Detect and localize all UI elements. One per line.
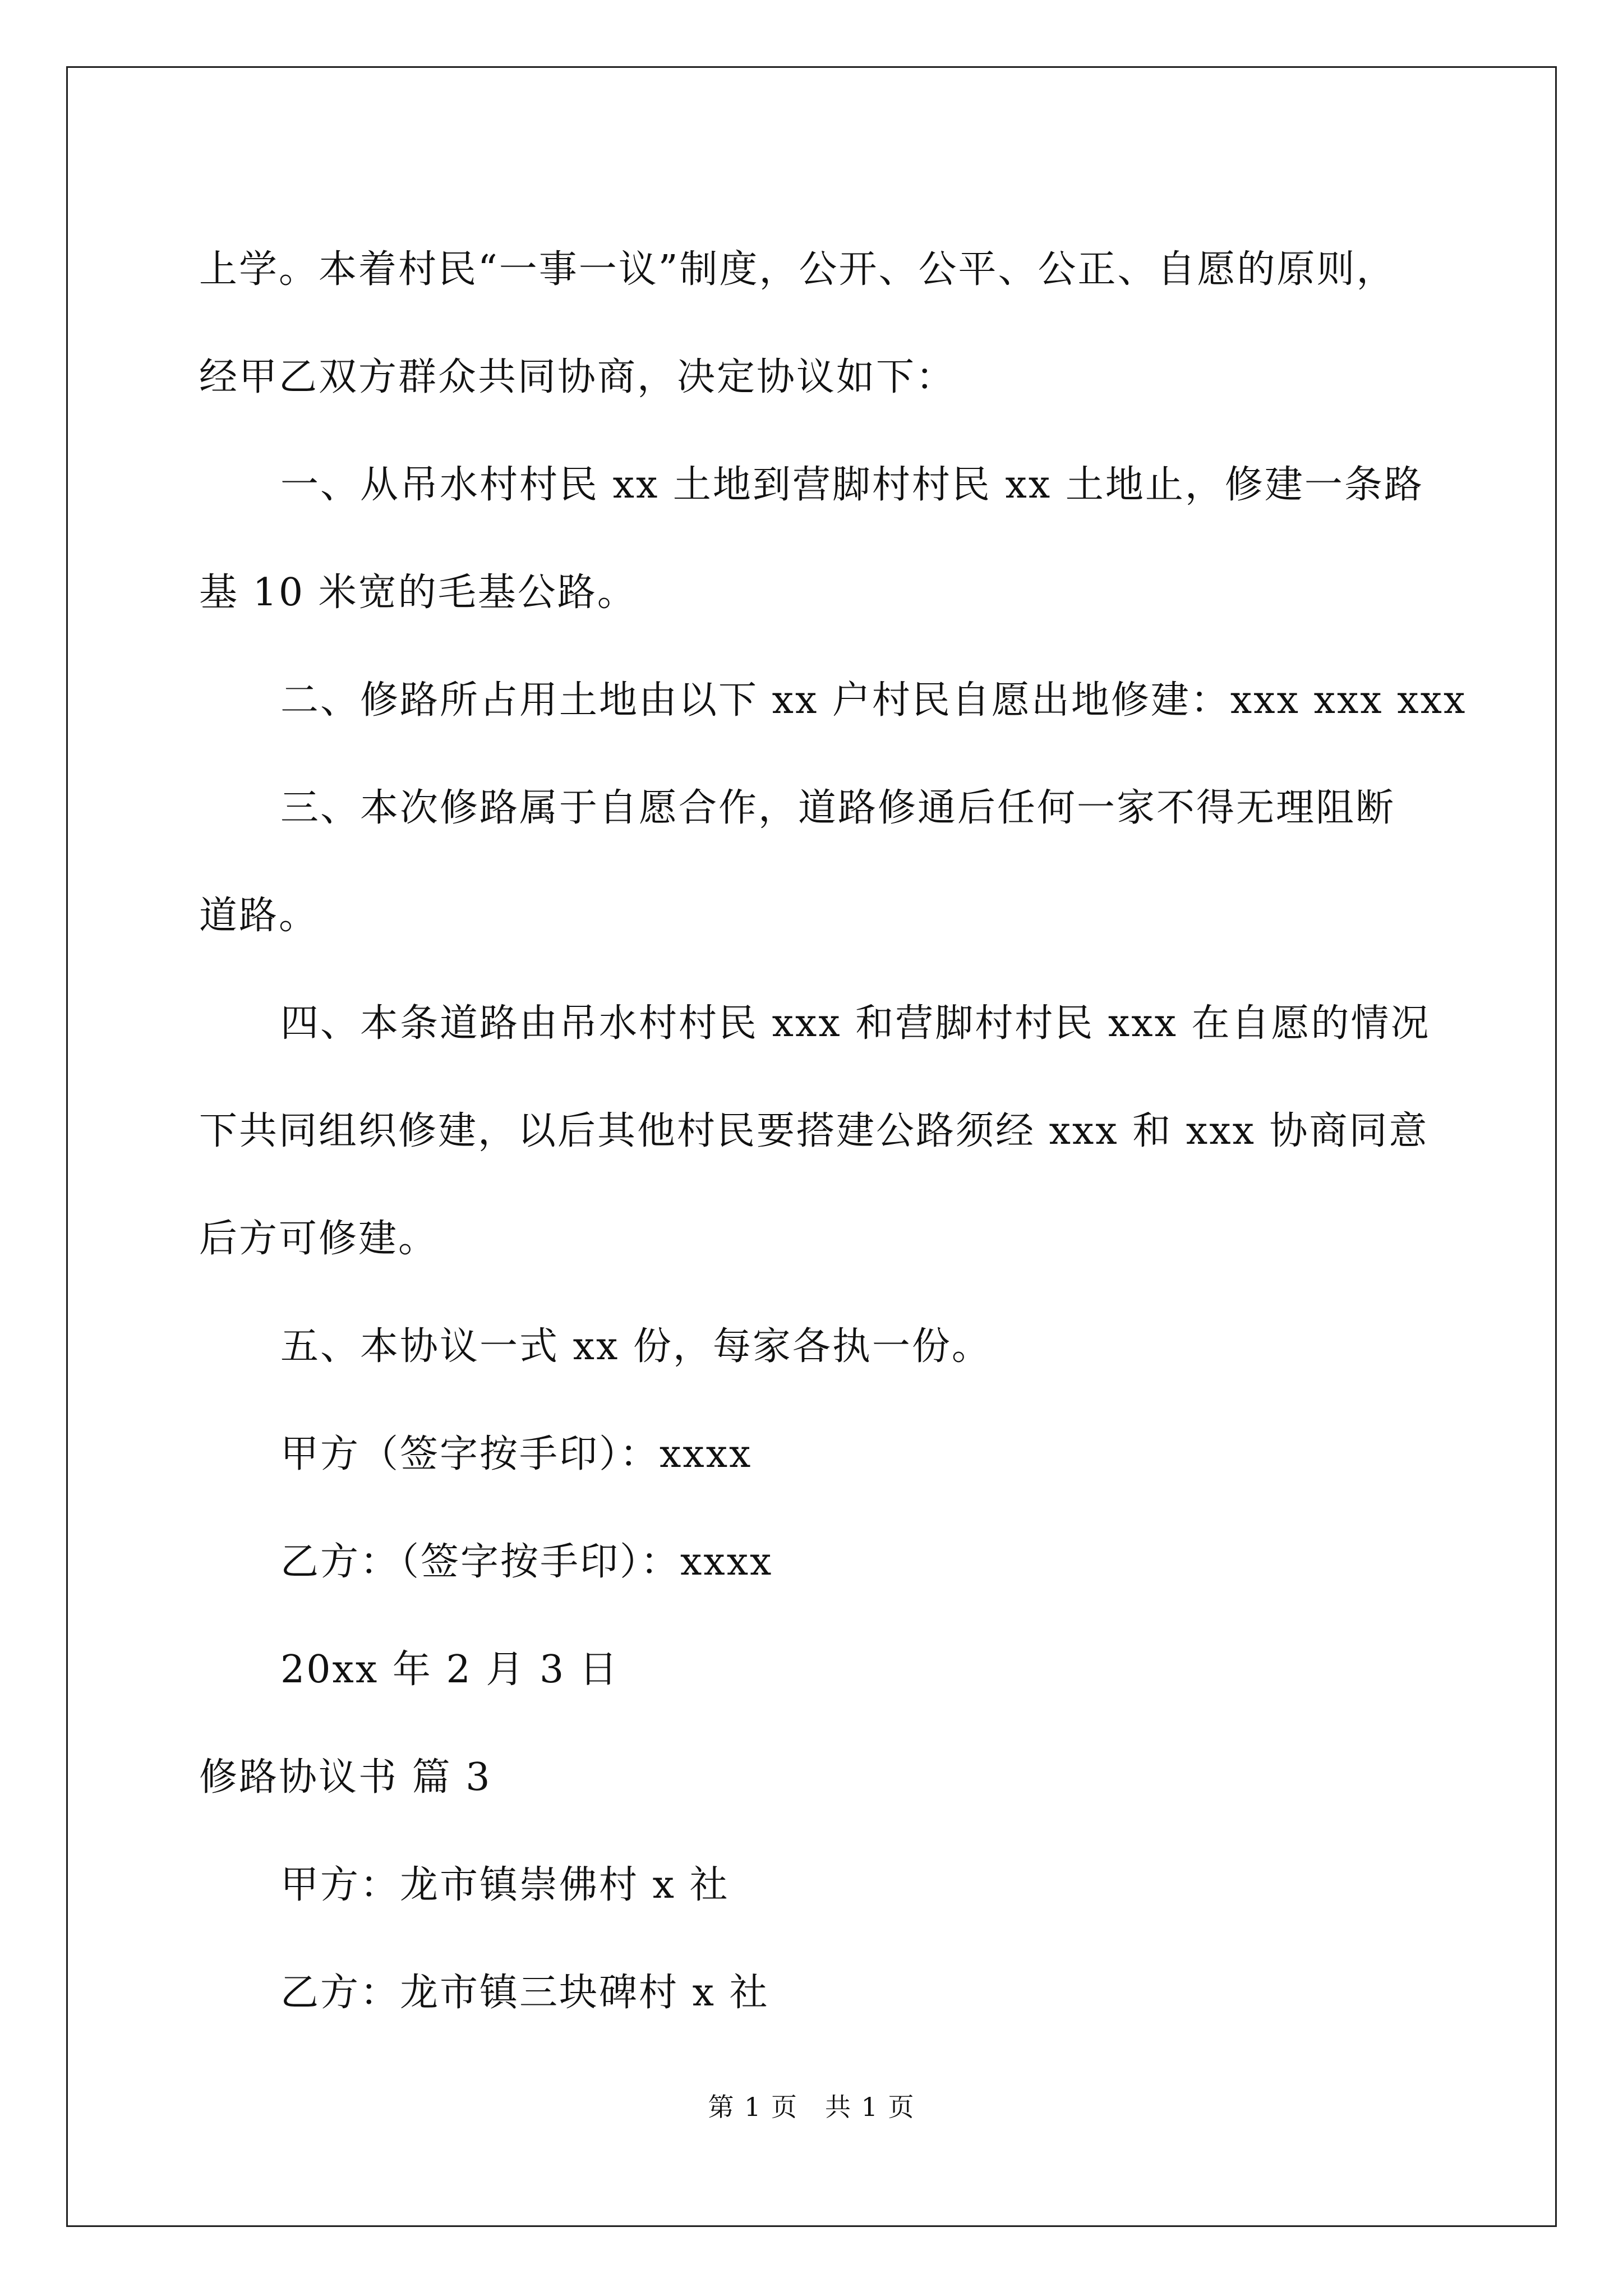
clause-1: 一、从吊水村村民 xx 土地到营脚村村民 xx 土地止，修建一条路 — [280, 463, 1424, 507]
clause-3: 三、本次修路属于自愿合作，道路修通后任何一家不得无理阻断 — [280, 786, 1396, 830]
party-a-signature: 甲方（签字按手印）：xxxx — [280, 1432, 753, 1476]
party-a: 甲方：龙市镇崇佛村 x 社 — [280, 1863, 730, 1907]
document-body — [199, 216, 1467, 2047]
text-line: 上学。本着村民“一事一议”制度，公开、公平、公正、自愿的原则， — [199, 247, 1396, 292]
text-line: 基 10 米宽的毛基公路。 — [199, 570, 637, 615]
text-line: 道路。 — [199, 894, 319, 938]
clause-2: 二、修路所占用土地由以下 xx 户村民自愿出地修建：xxx xxx xxx — [280, 678, 1467, 723]
clause-4: 四、本条道路由吊水村村民 xxx 和营脚村村民 xxx 在自愿的情况 — [280, 1001, 1431, 1046]
section-heading: 修路协议书 篇 3 — [199, 1755, 492, 1800]
clause-5: 五、本协议一式 xx 份，每家各执一份。 — [280, 1324, 992, 1369]
party-b-signature: 乙方：（签字按手印）：xxxx — [280, 1540, 773, 1584]
text-line: 经甲乙双方群众共同协商，决定协议如下： — [199, 355, 956, 399]
date-line: 20xx 年 2 月 3 日 — [280, 1648, 619, 1692]
text-line: 后方可修建。 — [199, 1217, 439, 1261]
party-b: 乙方：龙市镇三块碑村 x 社 — [280, 1971, 769, 2015]
page-footer: 第 1 页 共 1 页 — [708, 2092, 915, 2122]
text-line: 下共同组织修建，以后其他村民要搭建公路须经 xxx 和 xxx 协商同意 — [199, 1109, 1429, 1153]
